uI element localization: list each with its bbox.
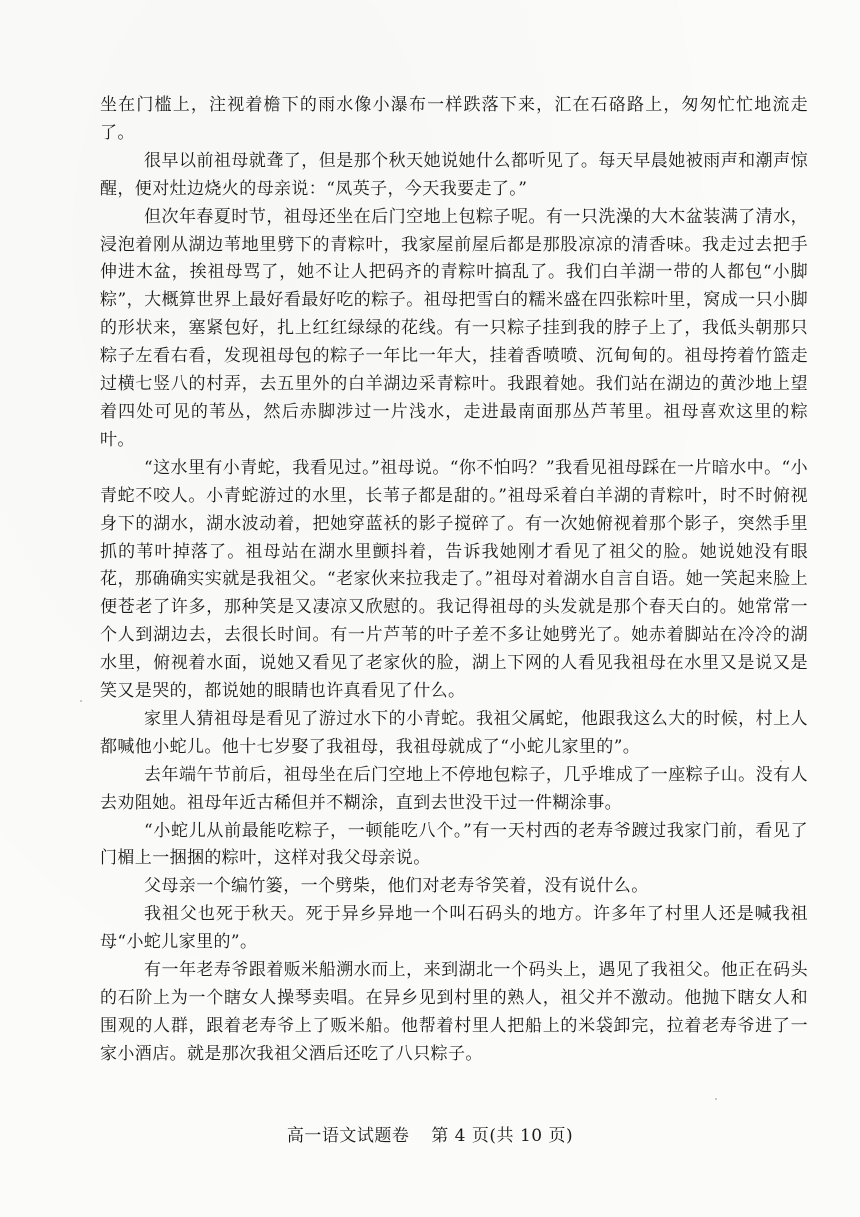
page-footer	[0, 1121, 860, 1146]
article-body	[0, 92, 860, 1069]
paragraph: 坐在门槛上，注视着檐下的雨水像小瀑布一样跌落下来，汇在石硌路上，匆匆忙忙地流走了。	[100, 95, 808, 143]
paragraph: 父母亲一个编竹篓，一个劈柴，他们对老寿爷笑着，没有说什么。	[144, 876, 649, 897]
paragraph: 我祖父也死于秋天。死于异乡异地一个叫石码头的地方。许多年了村里人还是喊我祖母“小蛇儿家里的”。	[100, 904, 808, 953]
paragraph: 去年端午节前后，祖母坐在后门空地上不停地包粽子，几乎堆成了一座粽子山。没有人去劝阻她。祖母年近古稀但并不糊涂，直到去世没干过一件糊涂事。	[100, 764, 808, 813]
course-title: 高一语文试题卷	[286, 1126, 410, 1146]
scan-speck	[80, 700, 82, 702]
page-number: 第 4 页(共 10 页)	[431, 1126, 574, 1146]
paragraph: 家里人猜祖母是看见了游过水下的小青蛇。我祖父属蛇，他跟我这么大的时候，村上人都喊他小蛇儿。他十七岁娶了我祖母，我祖母就成了“小蛇儿家里的”。	[100, 708, 808, 757]
paragraph: 有一年老寿爷跟着贩米船溯水而上，来到湖北一个码头上，遇见了我祖父。他正在码头的石阶上为一个瞎女人操琴卖唱。在异乡见到村里的熟人，祖父并不激动。他抛下瞎女人和围观的人群，跟着老寿爷上了贩米船。他帮着村里人把船上的米袋卸完，拉着老寿爷进了一家小酒店。就是那次我祖父酒后还吃了八只粽子。	[100, 960, 808, 1064]
scan-speck	[715, 1098, 717, 1100]
paragraph: 很早以前祖母就聋了，但是那个秋天她说她什么都听见了。每天早晨她被雨声和潮声惊醒，便对灶边烧火的母亲说：“凤英子，今天我要走了。”	[100, 150, 808, 199]
scan-speck	[780, 760, 782, 762]
paragraph: “这水里有小青蛇，我看见过。”祖母说。“你不怕吗？”我看见祖母踩在一片暗水中。“小青蛇不咬人。小青蛇游过的水里，长苇子都是甜的。”祖母采着白羊湖的青粽叶，时不时俯视身下的湖水，湖水波动着，把她穿蓝袄的影子搅碎了。有一次她俯视着那个影子，突然手里抓的苇叶掉落了。祖母站在湖水里颤抖着，告诉我她刚才看见了祖父的脸。她说她没有眼花，那确确实实就是我祖父。“老家伙来拉我走了。”祖母对着湖水自言自语。她一笑起来脸上便苍老了许多，那种笑是又凄凉又欣慰的。我记得祖母的头发就是那个春天白的。她常常一个人到湖边去，去很长时间。有一片芦苇的叶子差不多让她劈光了。她赤着脚站在冷冷的湖水里，俯视着水面，说她又看见了老家伙的脸，湖上下网的人看见我祖母在水里又是说又是笑又是哭的，都说她的眼睛也许真看见了什么。	[100, 457, 808, 702]
paragraph: “小蛇儿从前最能吃粽子，一顿能吃八个。”有一天村西的老寿爷踱过我家门前，看见了门楣上一捆捆的粽叶，这样对我父母亲说。	[100, 820, 808, 869]
paragraph: 但次年春夏时节，祖母还坐在后门空地上包粽子呢。有一只洗澡的大木盆装满了清水，浸泡着刚从湖边苇地里劈下的青粽叶，我家屋前屋后都是那股凉凉的清香味。我走过去把手伸进木盆，挨祖母骂了，她不让人把码齐的青粽叶搞乱了。我们白羊湖一带的人都包“小脚粽”，大概算世界上最好看最好吃的粽子。祖母把雪白的糯米盛在四张粽叶里，窝成一只小脚的形状来，塞紧包好，扎上红红绿绿的花线。有一只粽子挂到我的脖子上了，我低头朝那只粽子左看右看，发现祖母包的粽子一年比一年大，挂着香喷喷、沉甸甸的。祖母挎着竹篮走过横七竖八的村弄，去五里外的白羊湖边采青粽叶。我跟着她。我们站在湖边的黄沙地上望着四处可见的苇丛，然后赤脚涉过一片浅水，走进最南面那丛芦苇里。祖母喜欢这里的粽叶。	[100, 206, 808, 450]
